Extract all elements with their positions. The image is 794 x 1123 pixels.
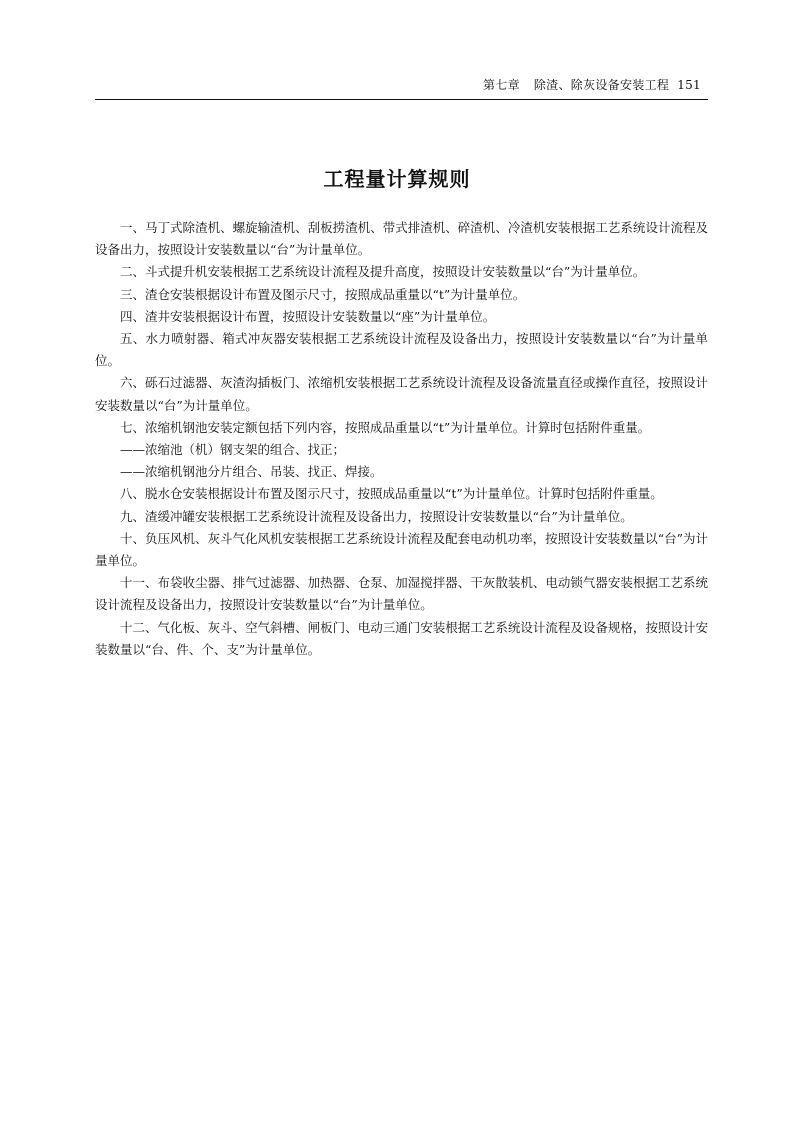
running-header — [483, 76, 701, 93]
paragraph: 一、马丁式除渣机、螺旋输渣机、刮板捞渣机、带式排渣机、碎渣机、冷渣机安装根据工艺系统设计流程及设备出力，按照设计安装数量以“台”为计量单位。 — [95, 220, 708, 258]
paragraph: 九、渣缓冲罐安装根据工艺系统设计流程及设备出力，按照设计安装数量以“台”为计量单位。 — [120, 508, 633, 524]
paragraph: 八、脱水仓安装根据设计布置及图示尺寸，按照成品重量以“t”为计量单位。计算时包括附件重量。 — [120, 486, 663, 502]
paragraph: 四、渣井安装根据设计布置，按照设计安装数量以“座”为计量单位。 — [120, 308, 496, 324]
paragraph: 二、斗式提升机安装根据工艺系统设计流程及提升高度，按照设计安装数量以“台”为计量单位。 — [120, 264, 646, 280]
paragraph: 十、负压风机、灰斗气化风机安装根据工艺系统设计流程及配套电动机功率，按照设计安装数量以“台”为计量单位。 — [95, 530, 708, 569]
paragraph: 十一、布袋收尘器、排气过滤器、加热器、仓泵、加湿搅拌器、干灰散装机、电动锁气器安装根据工艺系统设计流程及设备出力，按照设计安装数量以“台”为计量单位。 — [95, 575, 708, 613]
paragraph: 十二、气化板、灰斗、空气斜槽、闸板门、电动三通门安装根据工艺系统设计流程及设备规格，按照设计安装数量以“台、件、个、支”为计量单位。 — [95, 619, 708, 657]
body-text — [95, 217, 708, 661]
page-number: 151 — [677, 78, 701, 92]
sub-item: ——浓缩池（机）钢支架的组合、找正； — [120, 442, 346, 458]
chapter-label: 第七章 — [482, 78, 520, 92]
paragraph: 七、浓缩机钢池安装定额包括下列内容，按照成品重量以“t”为计量单位。计算时包括附件重量。 — [120, 419, 651, 435]
paragraph: 五、水力喷射器、箱式冲灰器安装根据工艺系统设计流程及设备出力，按照设计安装数量以“台”为计量单位。 — [95, 331, 708, 369]
page-title: 工程量计算规则 — [323, 167, 471, 191]
section-title: 除渣、除灰设备安装工程 — [533, 78, 670, 92]
paragraph: 三、渣仓安装根据设计布置及图示尺寸，按照成品重量以“t”为计量单位。 — [120, 286, 526, 302]
paragraph: 六、砾石过滤器、灰渣沟插板门、浓缩机安装根据工艺系统设计流程及设备流量直径或操作直径，按照设计安装数量以“台”为计量单位。 — [95, 375, 708, 413]
header-rule — [95, 99, 708, 100]
sub-item: ——浓缩机钢池分片组合、吊装、找正、焊接。 — [120, 464, 383, 480]
